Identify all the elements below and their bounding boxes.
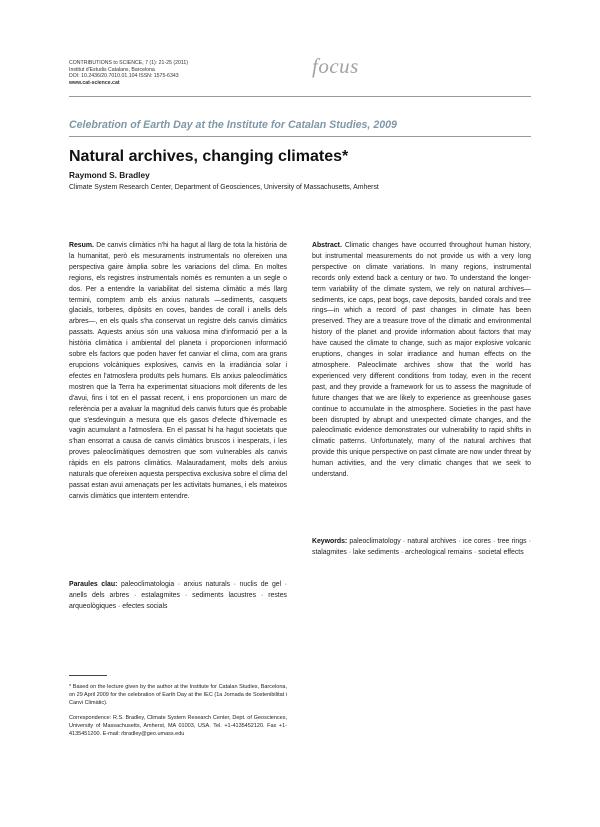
paraules-clau-label: Paraules clau: — [69, 581, 118, 588]
institute-line: Institut d'Estudis Catalans, Barcelona — [69, 66, 155, 73]
footnote-lecture: * Based on the lecture given by the author at the Institute for Catalan Studies, Barcelona, on 29 April 2009 for the celebration of Earth Day at the IEC (1a Jornada de Sostenibilitat i Canvi Climàtic). — [69, 684, 287, 707]
keywords-paragraph — [312, 537, 531, 559]
resum-paragraph — [69, 241, 287, 503]
keywords-text: paleoclimatology · natural archives · ice cores · tree rings · stalagmites · lake sediments · archeological remains · societal effects — [312, 538, 531, 556]
kicker: Celebration of Earth Day at the Institute for Catalan Studies, 2009 — [69, 119, 397, 131]
resum-label: Resum. — [69, 242, 94, 249]
paraules-clau-paragraph — [69, 580, 287, 613]
author-name: Raymond S. Bradley — [69, 170, 150, 180]
kicker-rule — [69, 136, 531, 137]
footnote-correspondence: Correspondence: R.S. Bradley, Climate System Research Center, Dept. of Geosciences, University of Massachusetts, Amherst, MA 01003, USA. Tel. +1-4135452120. Fax +1-4135451200. E-mail: rbradley@geo.umass.edu — [69, 715, 287, 738]
footnote-rule — [69, 675, 107, 676]
journal-line: CONTRIBUTIONS to SCIENCE, 7 (1): 21-25 (2011) — [69, 60, 188, 66]
author-affiliation: Climate System Research Center, Department of Geosciences, University of Massachusetts, Amherst — [69, 184, 379, 191]
journal-url[interactable]: www.cat-science.cat — [69, 79, 120, 86]
paraules-clau-text: paleoclimatologia · arxius naturals · nuclis de gel · anells dels arbres · estalagmites · sediments lacustres · restes arqueològiques · efectes socials — [69, 581, 287, 610]
article-title: Natural archives, changing climates* — [69, 148, 349, 165]
keywords-label: Keywords: — [312, 538, 348, 545]
resum-text: De canvis climàtics n'hi ha hagut al llarg de tota la història de la humanitat, però els mesuraments instrumentals no ofereixen una perspectiva gaire àmplia sobre les variacions del clima. En moltes regions, els registres instrumentals només es remunten a un segle o dos. Per a entendre la variabilitat del sistema climàtic a més llarg termini, comptem amb els arxius naturals —sediments, casquets glacials, torberes, dipòsits en coves, bandes de corall i anells dels arbres—, en els quals s'ha conservat un registre dels canvis climàtics passats. Aquests arxius són una valuosa mina d'informació per a la història climàtica i ambiental del planeta i proporcionen informació sobre els factors que poden haver fet canviar el clima, com ara grans erupcions volcàniques explosives, canvis en la irradiància solar i efectes en l'atmosfera produïts pels humans. Els arxius paleoclimàtics mostren que la Terra ha experimentat situacions molt diferents de les d'avui, fins i tot en el passat recent, i ens proporcionen un marc de referència per a avaluar la magnitud dels canvis futurs que és probable que s'esdevinguin a mesura que els gasos d'efecte d'hivernacle es vagin acumulant a l'atmosfera. En el passat hi ha hagut societats que s'han ensorrat a causa de canvis climàtics bruscos i inesperats, i les proves paleoclimàtiques demostren que som vulnerables als canvis ràpids en els patrons climàtics. Malauradament, molts dels arxius naturals que ofereixen aquesta perspectiva exclusiva sobre el clima del passat estan avui amenaçats per les activitats humanes, i els mateixos canvis climàtics que intentem entendre. — [69, 242, 287, 500]
publication-info — [69, 60, 188, 86]
abstract-text: Climatic changes have occurred throughout human history, but instrumental measurements do not provide us with a very long perspective on climate variations. In many regions, instrumental records only extend back a century or two. To understand the longer-term variability of the climate system, we rely on natural archives— sediments, ice caps, peat bogs, cave deposits, banded corals and tree rings—in which a record of past changes in climate has been preserved. They are a treasure trove of the climatic and environmental history of the planet and provide information about factors that may have caused the climate to change, such as major explosive volcanic eruptions, changes in solar irradiance and human effects on the atmosphere. Paleoclimate archives show that the world has experienced very different conditions from today, even in the recent past, and they provide a framework for us to assess the magnitude of future changes that we are likely to experience as greenhouse gases continue to accumulate in the atmosphere. Societies in the past have been disrupted by abrupt and unexpected climate changes, and the paleoclimatic evidence demonstrates our vulnerability to rapid shifts in climatic patterns. Unfortunately, many of the natural archives that provide this unique perspective on past climate are now under threat by human activities, and the very climatic changes that we seek to understand. — [312, 242, 531, 479]
section-label: focus — [312, 54, 359, 78]
abstract-paragraph — [312, 241, 531, 481]
abstract-label: Abstract. — [312, 242, 342, 249]
doi-line: DOI: 10.2436/20.7010.01.104 ISSN: 1575-6343 — [69, 73, 179, 80]
header-rule — [69, 96, 531, 97]
